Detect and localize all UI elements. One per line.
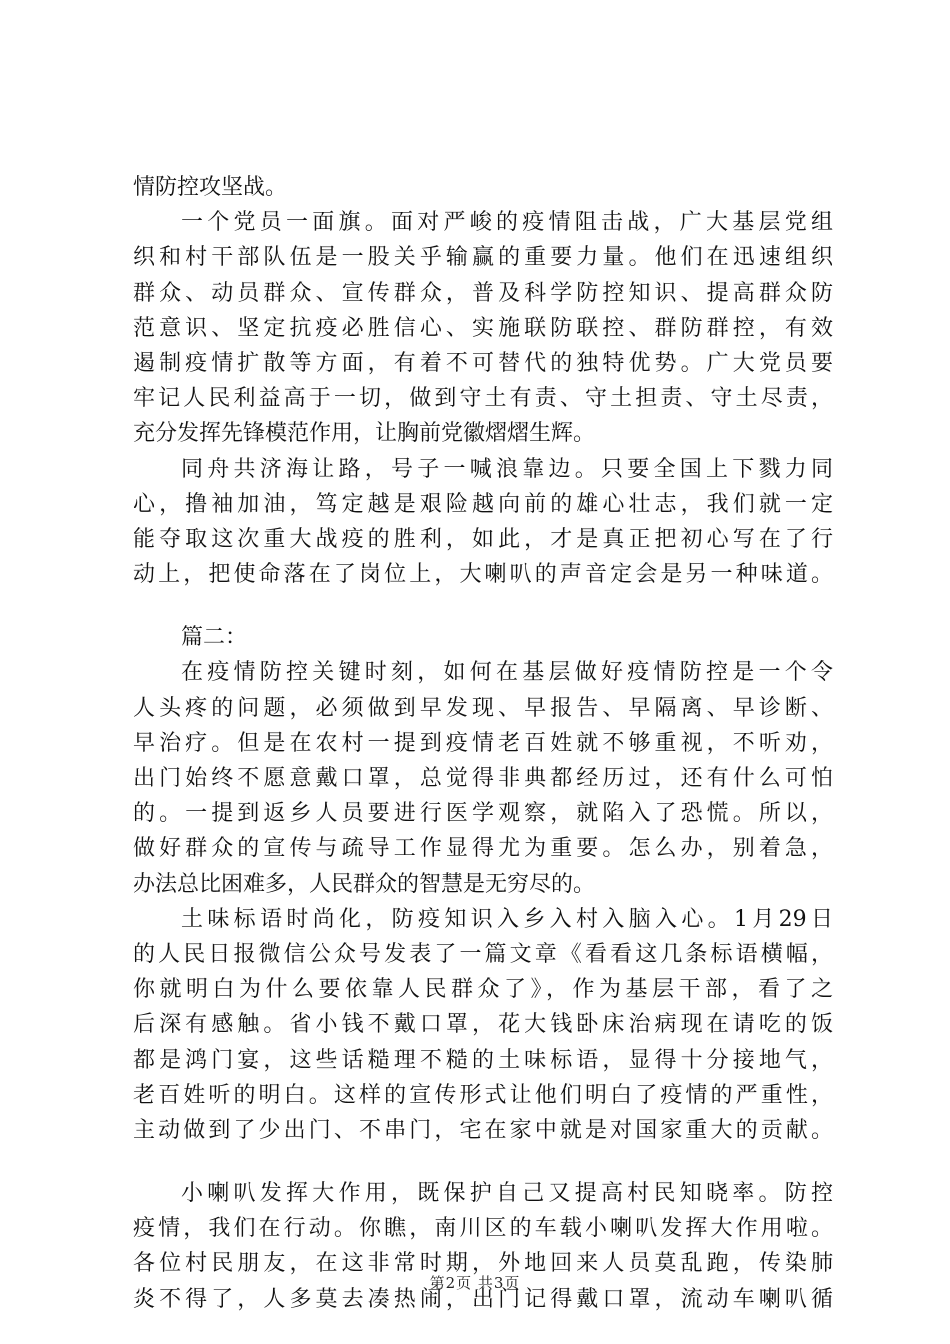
paragraph-gap <box>133 592 833 620</box>
text-line: 老百姓听的明白。这样的宣传形式让他们明白了疫情的严重性， <box>133 1082 833 1108</box>
text-line: 都是鸿门宴，这些话糙理不糙的土味标语，显得十分接地气， <box>133 1047 833 1073</box>
text-line: 动上，把使命落在了岗位上，大喇叭的声音定会是另一种味道。 <box>133 562 833 588</box>
text-line: 群众、动员群众、宣传群众，普及科学防控知识、提高群众防 <box>133 280 833 306</box>
text-line: 小喇叭发挥大作用，既保护自己又提高村民知晓率。防控 <box>181 1181 833 1207</box>
text-line: 做好群众的宣传与疏导工作显得尤为重要。怎么办，别着急， <box>133 836 833 862</box>
text-line: 情防控攻坚战。 <box>133 175 288 200</box>
text-line: 土味标语时尚化，防疫知识入乡入村入脑入心。1月29日 <box>181 906 833 932</box>
page-number: 第2页 共3页 <box>429 1274 521 1292</box>
text-line: 人头疼的问题，必须做到早发现、早报告、早隔离、早诊断、 <box>133 695 833 721</box>
section-heading: 篇二： <box>181 625 248 651</box>
text-line: 办法总比困难多，人民群众的智慧是无穷尽的。 <box>133 871 596 897</box>
text-line: 能夺取这次重大战疫的胜利，如此，才是真正把初心写在了行 <box>133 526 833 552</box>
text-line: 出门始终不愿意戴口罩，总觉得非典都经历过，还有什么可怕 <box>133 766 833 791</box>
text-line: 的。一提到返乡人员要进行医学观察，就陷入了恐慌。所以， <box>133 801 833 827</box>
text-line: 在疫情防控关键时刻，如何在基层做好疫情防控是一个令 <box>181 660 833 686</box>
text-line: 同舟共济海让路，号子一喊浪靠边。只要全国上下戮力同 <box>181 456 833 482</box>
text-line: 各位村民朋友，在这非常时期，外地回来人员莫乱跑，传染肺 <box>133 1251 833 1277</box>
text-line: 一个党员一面旗。面对严峻的疫情阻击战，广大基层党组 <box>181 210 833 236</box>
document-body <box>133 170 833 1317</box>
text-line: 牢记人民利益高于一切，做到守土有责、守土担责、守土尽责， <box>133 386 833 412</box>
text-line: 疫情，我们在行动。你瞧，南川区的车载小喇叭发挥大作用啦。 <box>133 1216 833 1242</box>
text-line: 你就明白为什么要依靠人民群众了》，作为基层干部，看了之 <box>133 977 833 1003</box>
text-line: 遏制疫情扩散等方面，有着不可替代的独特优势。广大党员要 <box>133 350 833 376</box>
text-line: 后深有感触。省小钱不戴口罩，花大钱卧床治病现在请吃的饭 <box>133 1012 833 1038</box>
text-line: 织和村干部队伍是一股关乎输赢的重要力量。他们在迅速组织 <box>133 245 833 271</box>
text-line: 充分发挥先锋模范作用，让胸前党徽熠熠生辉。 <box>133 421 596 447</box>
text-line: 范意识、坚定抗疫必胜信心、实施联防联控、群防群控，有效 <box>133 315 833 341</box>
text-line: 早治疗。但是在农村一提到疫情老百姓就不够重视，不听劝， <box>133 730 833 756</box>
text-line: 主动做到了少出门、不串门，宅在家中就是对国家重大的贡献。 <box>133 1117 833 1143</box>
paragraph-gap <box>133 1148 833 1176</box>
text-line: 炎不得了，人多莫去凑热闹，出门记得戴口罩，流动车喇叭循 <box>133 1286 833 1312</box>
text-line: 的人民日报微信公众号发表了一篇文章《看看这几条标语横幅， <box>133 941 833 967</box>
text-line: 心，撸袖加油，笃定越是艰险越向前的雄心壮志，我们就一定 <box>133 491 833 517</box>
